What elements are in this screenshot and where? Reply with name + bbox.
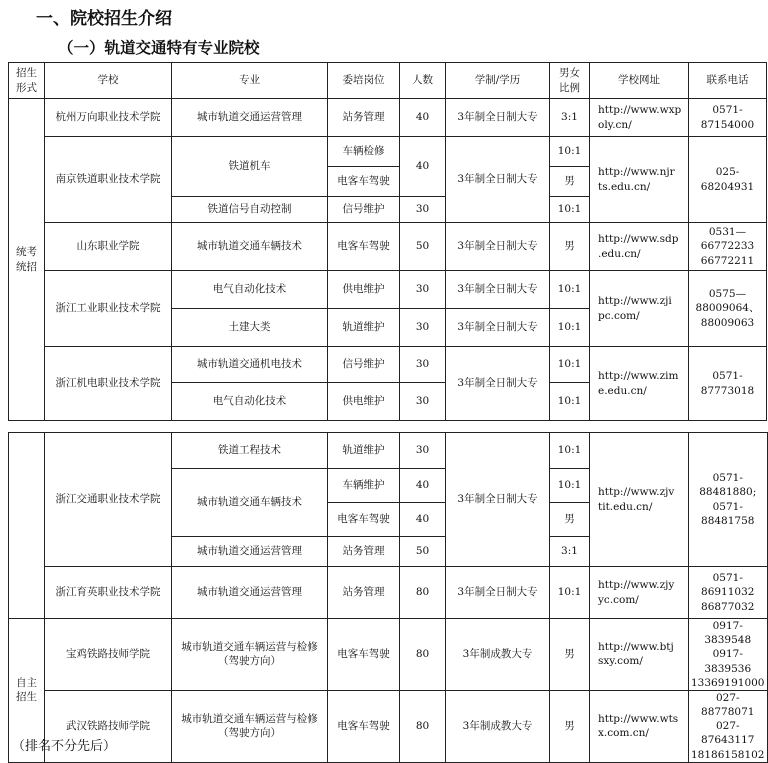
post: 信号维护 [328,347,400,383]
post: 电客车驾驶 [328,167,400,197]
phone: 0571-87154000 [689,99,767,137]
count: 80 [400,619,446,691]
website: http://www.njr ts.edu.cn/ [590,137,689,223]
ratio: 男 [550,167,590,197]
post: 站务管理 [328,567,400,619]
header-ratio: 男女 比例 [550,63,590,99]
count: 80 [400,567,446,619]
footnote: （排名不分先后） [12,739,117,754]
system: 3年制全日制大专 [446,567,550,619]
system: 3年制全日制大专 [446,137,550,223]
school-name: 山东职业学院 [45,223,172,271]
system: 3年制成教大专 [446,619,550,691]
count: 30 [400,309,446,347]
post: 车辆维护 [328,469,400,503]
form-self: 自主 招生 [9,619,45,763]
count: 40 [400,469,446,503]
ratio: 10:1 [550,567,590,619]
form-unified: 统考 统招 [9,99,45,421]
section-heading: 一、院校招生介绍 [36,9,172,29]
post: 轨道维护 [328,309,400,347]
post: 电客车驾驶 [328,223,400,271]
count: 40 [400,99,446,137]
ratio: 10:1 [550,469,590,503]
major: 铁道信号自动控制 [172,197,328,223]
post: 站务管理 [328,99,400,137]
header-post: 委培岗位 [328,63,400,99]
website: http://www.zim e.edu.cn/ [590,347,689,421]
system: 3年制全日制大专 [446,99,550,137]
post: 供电维护 [328,383,400,421]
ratio: 10:1 [550,347,590,383]
table-row [9,347,767,383]
major: 铁道工程技术 [172,433,328,469]
major: 城市轨道交通机电技术 [172,347,328,383]
school-name: 南京铁道职业技术学院 [45,137,172,223]
system: 3年制全日制大专 [446,309,550,347]
table-row [9,137,767,167]
system: 3年制全日制大专 [446,347,550,421]
system: 3年制成教大专 [446,690,550,762]
header-phone: 联系电话 [689,63,767,99]
header-major: 专业 [172,63,328,99]
major: 铁道机车 [172,137,328,197]
ratio: 10:1 [550,197,590,223]
ratio: 10:1 [550,137,590,167]
header-form: 招生 形式 [9,63,45,99]
table-row [9,619,768,691]
count: 50 [400,537,446,567]
table-row [9,223,767,271]
website: http://www.sdp .edu.cn/ [590,223,689,271]
post: 车辆检修 [328,137,400,167]
system: 3年制全日制大专 [446,433,550,567]
post: 电客车驾驶 [328,690,400,762]
table-row [9,99,767,137]
table-row [9,567,768,619]
count: 30 [400,271,446,309]
schools-table-part2 [8,432,768,763]
website: http://www.zji pc.com/ [590,271,689,347]
major: 城市轨道交通运营管理 [172,537,328,567]
phone: 0571-86911032 86877032 [689,567,768,619]
ratio: 3:1 [550,537,590,567]
system: 3年制全日制大专 [446,223,550,271]
header-school: 学校 [45,63,172,99]
major: 土建大类 [172,309,328,347]
website: http://www.btj sxy.com/ [590,619,689,691]
header-website: 学校网址 [590,63,689,99]
major: 城市轨道交通运营管理 [172,99,328,137]
post: 轨道维护 [328,433,400,469]
ratio: 10:1 [550,433,590,469]
count: 40 [400,503,446,537]
school-name: 浙江育英职业技术学院 [45,567,172,619]
ratio: 10:1 [550,271,590,309]
table-row [9,433,768,469]
school-name: 武汉铁路技师学院 [45,690,172,762]
major: 城市轨道交通运营管理 [172,567,328,619]
phone: 0575—88009064、 88009063 [689,271,767,347]
form-unified-cont [9,433,45,619]
ratio: 10:1 [550,383,590,421]
major: 电气自动化技术 [172,383,328,421]
post: 信号维护 [328,197,400,223]
schools-table-part1 [8,62,767,421]
school-name: 浙江交通职业技术学院 [45,433,172,567]
phone: 027-88778071 027-87643117 18186158102 [689,690,768,762]
count: 30 [400,433,446,469]
ratio: 男 [550,690,590,762]
ratio: 3:1 [550,99,590,137]
post: 站务管理 [328,537,400,567]
ratio: 10:1 [550,309,590,347]
ratio: 男 [550,223,590,271]
phone: 0571-88481880; 0571-88481758 [689,433,768,567]
post: 供电维护 [328,271,400,309]
website: http://www.zjy yc.com/ [590,567,689,619]
major: 城市轨道交通车辆技术 [172,469,328,537]
major: 城市轨道交通车辆技术 [172,223,328,271]
school-name: 宝鸡铁路技师学院 [45,619,172,691]
ratio: 男 [550,503,590,537]
major: 城市轨道交通车辆运营与检修 （驾驶方向） [172,690,328,762]
count: 30 [400,347,446,383]
count: 50 [400,223,446,271]
header-count: 人数 [400,63,446,99]
website: http://www.wts x.com.cn/ [590,690,689,762]
ratio: 男 [550,619,590,691]
header-system: 学制/学历 [446,63,550,99]
header-row [9,63,767,99]
phone: 0531—66772233 66772211 [689,223,767,271]
subsection-heading: （一）轨道交通特有专业院校 [58,39,260,57]
major: 电气自动化技术 [172,271,328,309]
major: 城市轨道交通车辆运营与检修 （驾驶方向） [172,619,328,691]
website: http://www.zjv tit.edu.cn/ [590,433,689,567]
school-name: 杭州万向职业技术学院 [45,99,172,137]
system: 3年制全日制大专 [446,271,550,309]
post: 电客车驾驶 [328,619,400,691]
count: 30 [400,197,446,223]
table-row [9,271,767,309]
phone: 0571-87773018 [689,347,767,421]
school-name: 浙江机电职业技术学院 [45,347,172,421]
post: 电客车驾驶 [328,503,400,537]
count: 30 [400,383,446,421]
phone: 025-68204931 [689,137,767,223]
table-row [9,690,768,762]
school-name: 浙江工业职业技术学院 [45,271,172,347]
phone: 0917-3839548 0917-3839536 13369191000 [689,619,768,691]
count: 80 [400,690,446,762]
count: 40 [400,137,446,197]
website: http://www.wxp oly.cn/ [590,99,689,137]
